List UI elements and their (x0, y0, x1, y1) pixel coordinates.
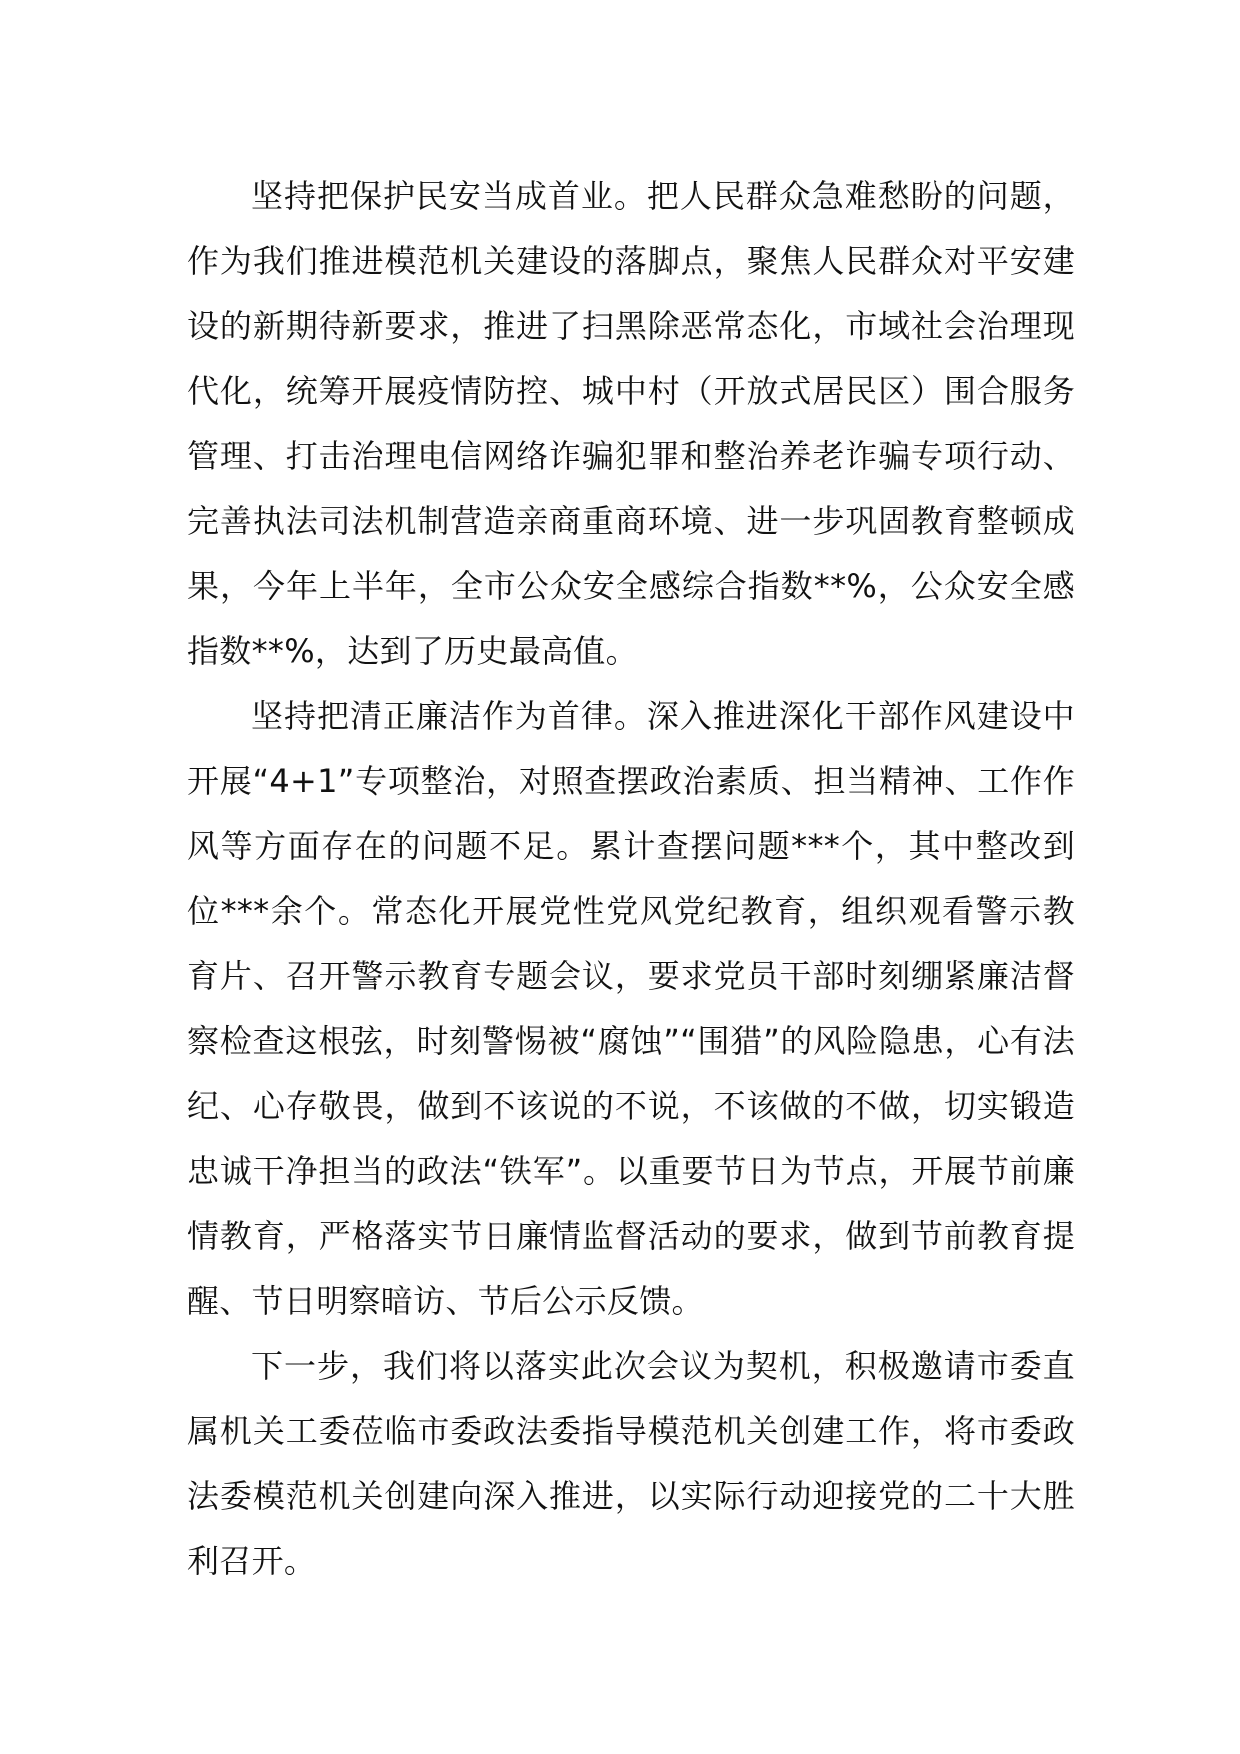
paragraph-next-steps: 下一步，我们将以落实此次会议为契机，积极邀请市委直属机关工委莅临市委政法委指导模范机关创建工作，将市委政法委模范机关创建向深入推进，以实际行动迎接党的二十大胜利召开。 (187, 1347, 1075, 1580)
paragraph-public-safety: 坚持把保护民安当成首业。把人民群众急难愁盼的问题，作为我们推进模范机关建设的落脚点，聚焦人民群众对平安建设的新期待新要求，推进了扫黑除恶常态化，市域社会治理现代化，统筹开展疫情防控、城中村（开放式居民区）围合服务管理、打击治理电信网络诈骗犯罪和整治养老诈骗专项行动、完善执法司法机制营造亲商重商环境、进一步巩固教育整顿成果，今年上半年，全市公众安全感综合指数**%，公众安全感指数**%，达到了历史最高值。 (187, 177, 1075, 670)
document-body (187, 164, 1075, 1594)
paragraph-integrity: 坚持把清正廉洁作为首律。深入推进深化干部作风建设中开展“4+1”专项整治，对照查摆政治素质、担当精神、工作作风等方面存在的问题不足。累计查摆问题***个，其中整改到位***余个。常态化开展党性党风党纪教育，组织观看警示教育片、召开警示教育专题会议，要求党员干部时刻绷紧廉洁督察检查这根弦，时刻警惕被“腐蚀”“围猎”的风险隐患，心有法纪、心存敬畏，做到不该说的不说，不该做的不做，切实锻造忠诚干净担当的政法“铁军”。以重要节日为节点，开展节前廉情教育，严格落实节日廉情监督活动的要求，做到节前教育提醒、节日明察暗访、节后公示反馈。 (187, 697, 1075, 1320)
